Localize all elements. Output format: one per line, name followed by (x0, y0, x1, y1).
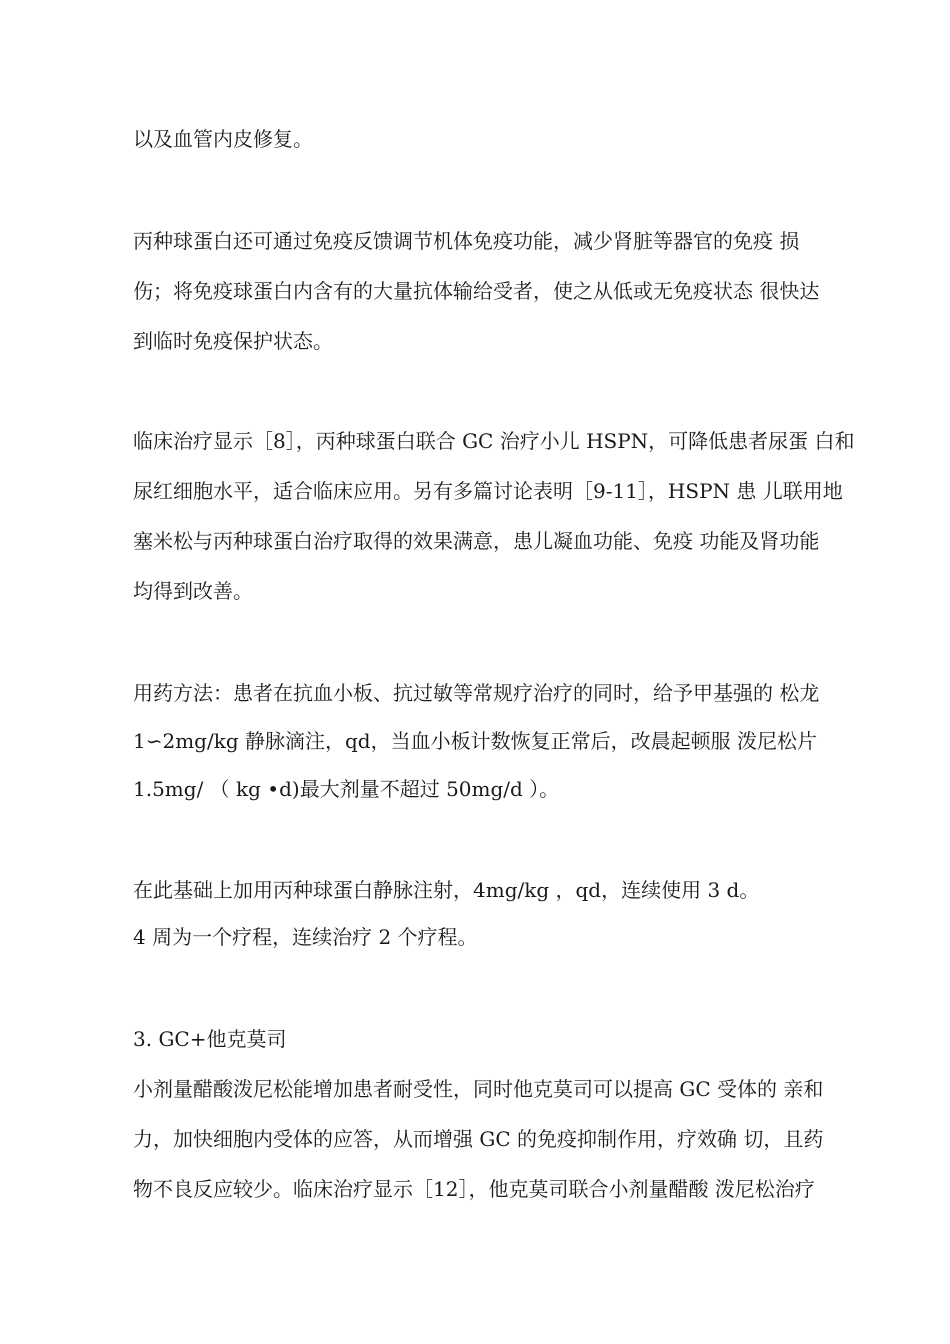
text-line: 物不良反应较少。临床治疗显示［12］，他克莫司联合小剂量醋酸 泼尼松治疗 (133, 1177, 815, 1201)
text-line: 用药方法：患者在抗血小板、抗过敏等常规疗治疗的同时，给予甲基强的 松龙 (133, 681, 820, 705)
text-line: 临床治疗显示［8］，丙种球蛋白联合 GC 治疗小儿 HSPN，可降低患者尿蛋 白和 (133, 429, 855, 453)
text-line: 到临时免疫保护状态。 (133, 329, 333, 353)
text-line: 以及血管内皮修复。 (133, 127, 313, 151)
text-line: 在此基础上加用丙种球蛋白静脉注射，4mg/kg ，qd，连续使用 3 d。 (133, 878, 760, 902)
text-line: 小剂量醋酸泼尼松能增加患者耐受性，同时他克莫司可以提高 GC 受体的 亲和 (133, 1077, 824, 1101)
text-line: 丙种球蛋白还可通过免疫反馈调节机体免疫功能，减少肾脏等器官的免疫 损 (133, 229, 800, 253)
text-line: 力，加快细胞内受体的应答，从而增强 GC 的免疫抑制作用，疗效确 切，且药 (133, 1127, 824, 1151)
section-heading: 3. GC+他克莫司 (133, 1027, 287, 1051)
text-line: 塞米松与丙种球蛋白治疗取得的效果满意，患儿凝血功能、免疫 功能及肾功能 (133, 529, 820, 553)
text-line: 4 周为一个疗程，连续治疗 2 个疗程。 (133, 925, 478, 949)
text-line: 伤；将免疫球蛋白内含有的大量抗体输给受者，使之从低或无免疫状态 很快达 (133, 279, 820, 303)
text-line: 尿红细胞水平，适合临床应用。另有多篇讨论表明［9-11］，HSPN 患 儿联用地 (133, 479, 843, 503)
text-line: 均得到改善。 (133, 579, 253, 603)
text-line: 1.5mg/ （ kg •d)最大剂量不超过 50mg/d ）。 (133, 777, 560, 801)
text-line: 1∽2mg/kg 静脉滴注，qd，当血小板计数恢复正常后，改晨起顿服 泼尼松片 (133, 729, 817, 753)
